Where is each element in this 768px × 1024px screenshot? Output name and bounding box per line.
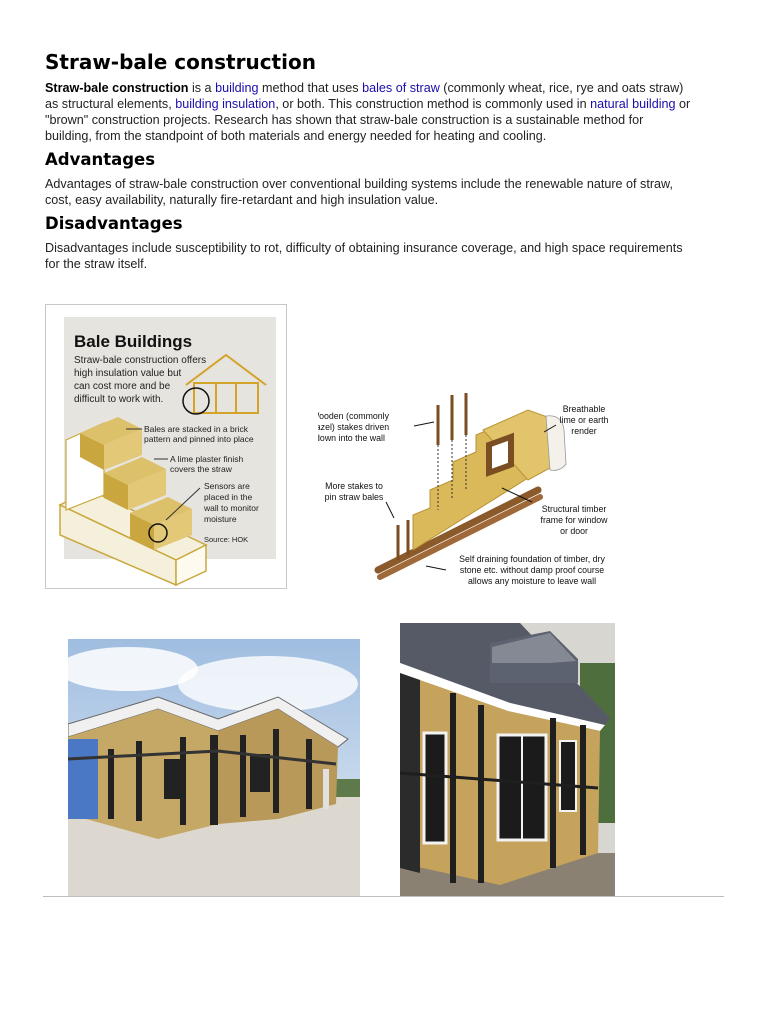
link-bales-of-straw[interactable]: bales of straw (362, 81, 440, 95)
label-render: Breathable (562, 404, 606, 414)
bale-buildings-infographic (45, 304, 287, 589)
infographic-line: high insulation value but (74, 368, 182, 379)
disadvantages-heading: Disadvantages (45, 214, 183, 233)
advantages-text: Advantages of straw-bale construction over conventional building systems include the renewable nature of straw, (45, 177, 673, 191)
photo-drawing (400, 623, 615, 897)
intro-text: method that uses (258, 81, 363, 95)
label-more-stakes: pin straw bales (324, 492, 384, 502)
infographic-drawing (46, 305, 286, 588)
advantages-text: cost, easy availability, naturally fire-retardant and high insulation value. (45, 193, 439, 207)
disadvantages-text: Disadvantages include susceptibility to rot, difficulty of obtaining insurance coverage, and high space requirements (45, 241, 683, 255)
construction-photo-2 (400, 623, 615, 897)
label-wooden-stakes: hazel) stakes driven (318, 422, 390, 432)
photo-drawing (68, 639, 360, 897)
intro-text: "brown" construction projects. Research has shown that straw-bale construction is a sustainable method for (45, 113, 644, 127)
label-render: lime or earth (559, 415, 609, 425)
link-building[interactable]: building (215, 81, 259, 95)
callout-plaster: A lime plaster finish (170, 454, 244, 464)
infographic-title: Bale Buildings (74, 332, 193, 351)
infographic-line: can cost more and be (74, 381, 171, 392)
infographic-line: Straw-bale construction offers (74, 355, 207, 366)
label-render: render (571, 426, 597, 436)
straw-wall-diagram (318, 390, 618, 590)
link-natural-building[interactable]: natural building (590, 97, 676, 111)
disadvantages-paragraph (45, 240, 725, 272)
callout-sensors: Sensors are (204, 481, 250, 491)
source-credit: Source: HOK (204, 535, 249, 544)
intro-text: (commonly wheat, rice, rye and oats straw) (439, 81, 684, 95)
advantages-paragraph (45, 176, 725, 208)
label-wooden-stakes: Wooden (commonly (318, 411, 390, 421)
label-foundation: allows any moisture to leave wall (467, 576, 597, 586)
callout-bales: pattern and pinned into place (144, 434, 254, 444)
callout-sensors: wall to monitor (204, 503, 259, 513)
intro-bold-term: Straw-bale construction (45, 81, 189, 95)
intro-text: , or both. This construction method is commonly used in (275, 97, 591, 111)
intro-text: is a (188, 81, 216, 95)
infographic-line: difficult to work with. (74, 394, 164, 405)
label-more-stakes: More stakes to (325, 481, 383, 491)
callout-bales: Bales are stacked in a brick (144, 424, 248, 434)
link-building-insulation[interactable]: building insulation (175, 97, 276, 111)
construction-photo-1 (68, 639, 360, 897)
intro-text: or (675, 97, 691, 111)
label-foundation: Self draining foundation of timber, dry (459, 554, 605, 564)
intro-text: as structural elements, (45, 97, 176, 111)
bottom-rule (43, 896, 724, 897)
label-timber-frame: or door (560, 526, 588, 536)
callout-sensors: placed in the (204, 492, 253, 502)
label-timber-frame: Structural timber (541, 504, 607, 514)
callout-sensors: moisture (204, 514, 237, 524)
page-title: Straw-bale construction (45, 50, 316, 74)
intro-paragraph (45, 80, 725, 144)
callout-plaster: covers the straw (170, 464, 232, 474)
advantages-heading: Advantages (45, 150, 156, 169)
label-timber-frame: frame for window (540, 515, 608, 525)
label-foundation: stone etc. without damp proof course (459, 565, 605, 575)
disadvantages-text: for the straw itself. (45, 257, 148, 271)
label-wooden-stakes: down into the wall (318, 433, 385, 443)
wall-diagram-drawing (318, 390, 618, 590)
intro-text: building, from the standpoint of both materials and energy needed for heating and cooling. (45, 129, 547, 143)
